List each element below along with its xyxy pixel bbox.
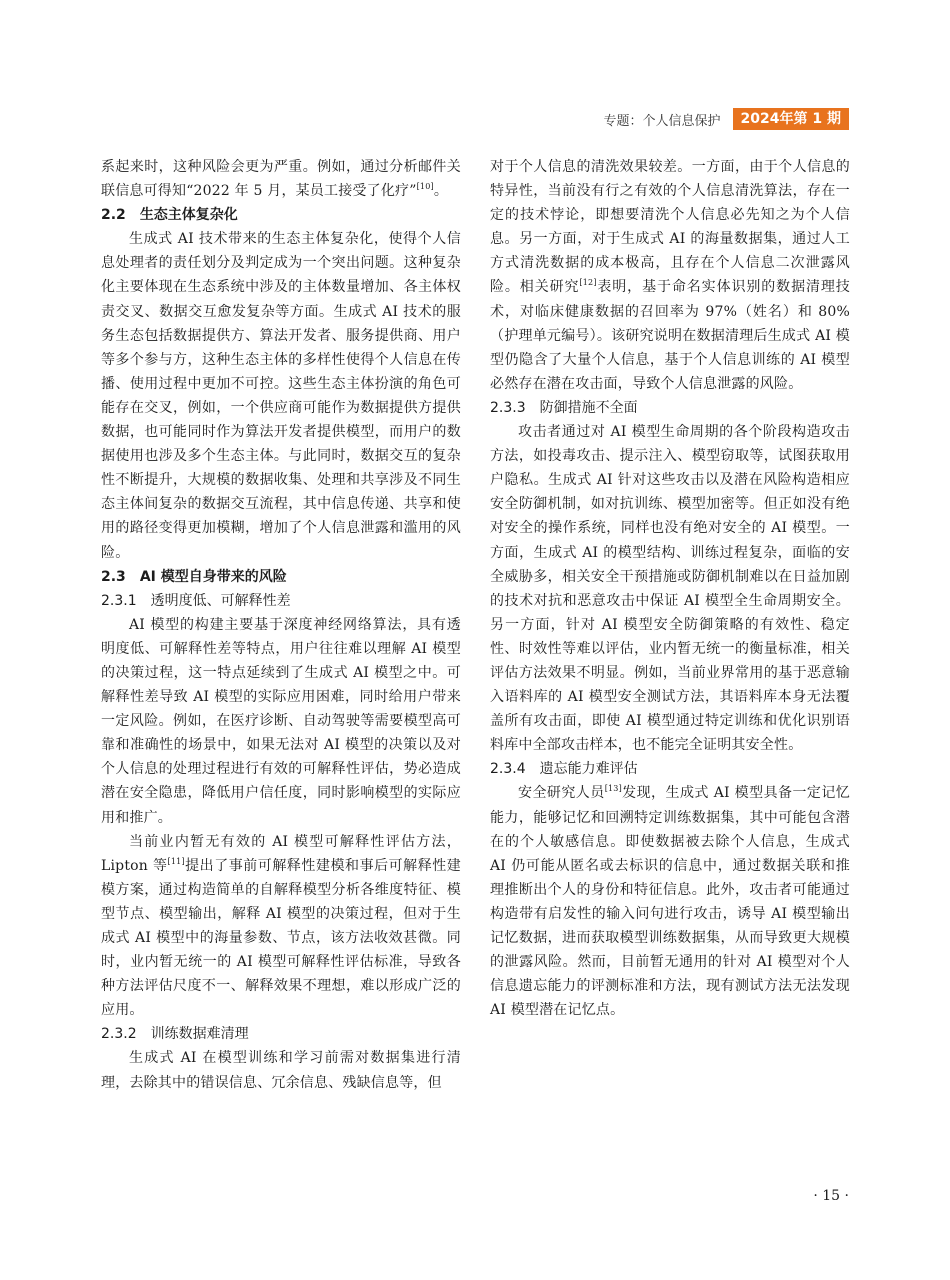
header-topic: 专题：个人信息保护 [603, 113, 721, 129]
subsection-heading: 2.3.2 训练数据难清理 [101, 1026, 249, 1043]
paragraph: AI 模型的构建主要基于深度神经网络算法，具有透明度低、可解释性差等特点，用户往往难以理解 AI 模型的决策过程，这一特点延续到了生成式 AI 模型之中。可解释性差导致 AI 模型的实际应用困难，同时给用户带来一定风险。例如，在医疗诊断、自动驾驶等需要模型高可靠和准确性的场景中，如果无法对 AI 模型的决策以及对个人信息的处理过程进行有效的可解释性评估，势必造成潜在安全隐患，降低用户信任度，同时影响模型的实际应用和推广。 [101, 616, 461, 826]
section-heading: 2.2 生态主体复杂化 [101, 207, 238, 224]
right-column [490, 155, 850, 1022]
running-header [604, 108, 849, 130]
paragraph: 攻击者通过对 AI 模型生命周期的各个阶段构造攻击方法，如投毒攻击、提示注入、模型窃取等，试图获取用户隐私。生成式 AI 针对这些攻击以及潜在风险构造相应安全防御机制，如对抗训练、模型加密等。但正如没有绝对安全的操作系统，同样也没有绝对安全的 AI 模型。一方面，生成式 AI 的模型结构、训练过程复杂，面临的安全威胁多，相关安全干预措施或防御机制难以在日益加剧的技术对抗和恶意攻击中保证 AI 模型全生命周期安全。另一方面，针对 AI 模型安全防御策略的有效性、稳定性、时效性等难以评估，业内暂无统一的衡量标准，相关评估方法效果不明显。例如，当前业界常用的基于恶意输入语料库的 AI 模型安全测试方法，其语料库本身无法覆盖所有攻击面，即使 AI 模型通过特定训练和优化识别语料库中全部攻击样本，也不能完全证明其安全性。 [490, 424, 850, 754]
paragraph: 当前业内暂无有效的 AI 模型可解释性评估方法，Lipton 等[11]提出了事前可解释性建模和事后可解释性建模方案，通过构造简单的自解释模型分析各维度特征、模型节点、模型输出，解释 AI 模型的决策过程，但对于生成式 AI 模型中的海量参数、节点，该方法收效甚微。同时，业内暂无统一的 AI 模型可解释性评估标准，导致各种方法评估尺度不一、解释效果不理想，难以形成广泛的应用。 [101, 833, 461, 1019]
paragraph: 生成式 AI 技术带来的生态主体复杂化，使得个人信息处理者的责任划分及判定成为一个突出问题。这种复杂化主要体现在生态系统中涉及的主体数量增加、各主体权责交叉、数据交互愈发复杂等方面。生成式 AI 技术的服务生态包括数据提供方、算法开发者、服务提供商、用户等多个参与方，这种生态主体的多样性使得个人信息在传播、使用过程中更加不可控。这些生态主体扮演的角色可能存在交叉，例如，一个供应商可能作为数据提供方提供数据，也可能同时作为算法开发者提供模型，而用户的数据使用也涉及多个生态主体。与此同时，数据交互的复杂性不断提升，大规模的数据收集、处理和共享涉及不同生态主体间复杂的数据交互流程，其中信息传递、共享和使用的路径变得更加模糊，增加了个人信息泄露和滥用的风险。 [101, 231, 461, 561]
paragraph: 安全研究人员[13]发现，生成式 AI 模型具备一定记忆能力，能够记忆和回溯特定训练数据集，其中可能包含潜在的个人敏感信息。即使数据被去除个人信息，生成式 AI 仍可能从匿名或去标识的信息中，通过数据关联和推理推断出个人的身份和特征信息。此外，攻击者可能通过构造带有启发性的输入问句进行攻击，诱导 AI 模型输出记忆数据，进而获取模型训练数据集，从而导致更大规模的泄露风险。然而，目前暂无通用的针对 AI 模型对个人信息遗忘能力的评测标准和方法，现有测试方法无法发现 AI 模型潜在记忆点。 [490, 784, 851, 1019]
section-heading: 2.3 AI 模型自身带来的风险 [101, 568, 287, 585]
subsection-heading: 2.3.4 遗忘能力难评估 [490, 761, 638, 778]
page-number: · 15 · [813, 1188, 849, 1204]
citation-ref[interactable]: [11] [167, 856, 185, 866]
left-column [101, 155, 461, 1095]
issue-badge: 2024年第 1 期 [733, 108, 849, 130]
subsection-heading: 2.3.3 防御措施不全面 [490, 399, 638, 416]
subsection-heading: 2.3.1 透明度低、可解释性差 [101, 592, 291, 609]
citation-ref[interactable]: [10] [416, 182, 434, 192]
citation-ref[interactable]: [13] [604, 784, 622, 794]
paragraph: 系起来时，这种风险会更为严重。例如，通过分析邮件关联信息可得知“2022 年 5 月，某员工接受了化疗”[10]。 [101, 159, 461, 200]
paragraph: 生成式 AI 在模型训练和学习前需对数据集进行清理，去除其中的错误信息、冗余信息、残缺信息等，但 [101, 1050, 461, 1091]
paragraph: 对于个人信息的清洗效果较差。一方面，由于个人信息的特异性，当前没有行之有效的个人信息清洗算法，存在一定的技术悖论，即想要清洗个人信息必先知之为个人信息。另一方面，对于生成式 AI 的海量数据集，通过人工方式清洗数据的成本极高，且存在个人信息二次泄露风险。相关研究[12]表明，基于命名实体识别的数据清理技术，对临床健康数据的召回率为 97%（姓名）和 80%（护理单元编号）。该研究说明在数据清理后生成式 AI 模型仍隐含了大量个人信息，基于个人信息训练的 AI 模型必然存在潜在攻击面，导致个人信息泄露的风险。 [490, 159, 850, 392]
citation-ref[interactable]: [12] [579, 278, 597, 288]
